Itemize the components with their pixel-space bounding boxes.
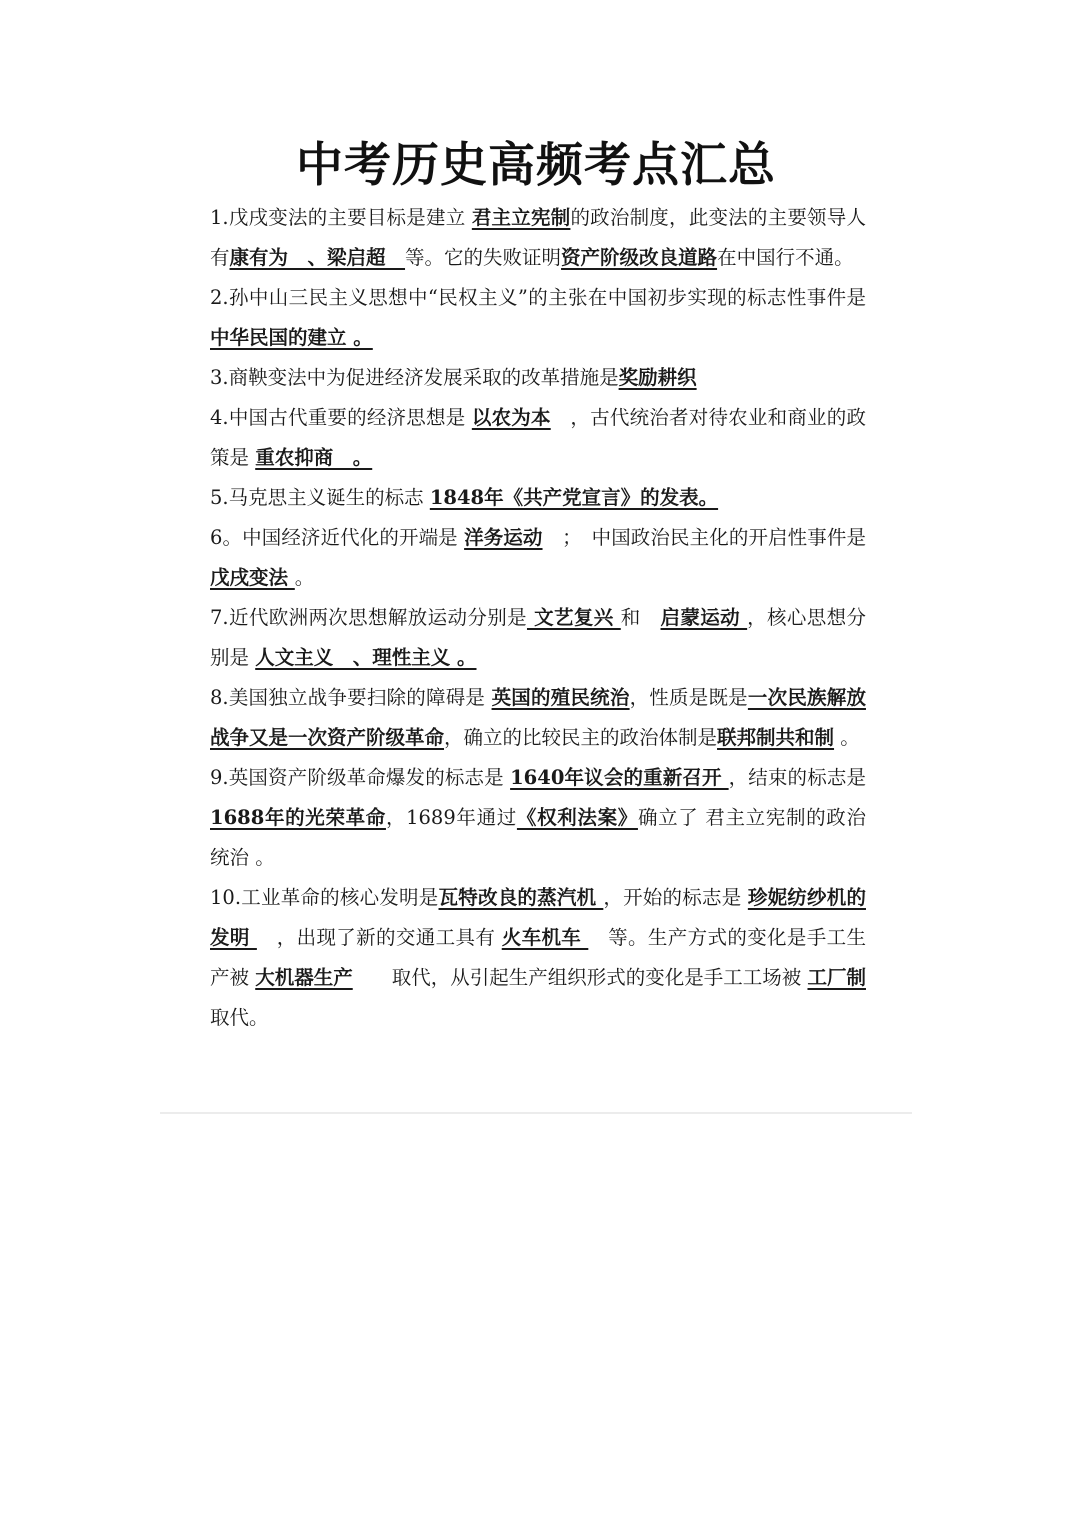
key-point-9: [210, 758, 866, 878]
answer-blank: 戊戌变法: [210, 566, 295, 589]
text-segment: ，确立的比较民主的政治体制是: [444, 726, 718, 749]
text-segment: 1.戊戌变法的主要目标是建立: [210, 206, 472, 229]
text-segment: 9.英国资产阶级革命爆发的标志是: [210, 766, 511, 789]
answer-blank: 英国的殖民统治: [491, 686, 630, 709]
key-point-7: [210, 598, 866, 678]
answer-blank: 1848年《共产党宣言》的发表。: [429, 486, 719, 509]
text-segment: ，性质是既是: [629, 686, 748, 709]
text-segment: 8.美国独立战争要扫除的障碍是: [210, 686, 492, 709]
key-point-6: [210, 518, 866, 598]
answer-blank: 珍妮纺纱机的发明: [210, 886, 866, 949]
text-segment: 3.商鞅变法中为促进经济发展采取的改革措施是: [210, 366, 619, 389]
answer-blank: 君主立宪制: [471, 206, 571, 229]
text-segment: 等。生产方式的变化是手工生产被: [210, 926, 866, 989]
document-page: [160, 0, 912, 1114]
answer-blank: 工厂制: [807, 966, 866, 989]
key-point-2: [210, 278, 866, 358]
answer-blank: 1688年的光荣革命: [210, 806, 386, 829]
answer-blank: 启蒙运动: [660, 606, 748, 629]
answer-blank: 大机器生产: [255, 966, 353, 989]
text-segment: ，出现了新的交通工具有: [256, 926, 502, 949]
text-segment: 10.工业革命的核心发明是: [210, 886, 439, 909]
answer-blank: 康有为 、梁启超: [229, 246, 406, 269]
answer-blank: 奖励耕织: [618, 366, 697, 389]
text-segment: 取代，从引起生产组织形式的变化是手工工场被: [352, 966, 808, 989]
page-title: 中考历史高频考点汇总: [296, 138, 776, 193]
answer-blank: 一次民族解放战争又是一次资产阶级革命: [210, 686, 866, 749]
answer-blank: 火车机车: [501, 926, 589, 949]
answer-blank: 瓦特改良的蒸汽机: [438, 886, 604, 909]
answer-blank: 洋务运动: [464, 526, 543, 549]
key-points-list: [210, 198, 886, 1038]
text-segment: 的政治制度，此变法的主要领导人有: [210, 206, 866, 269]
text-segment: ，1689年通过: [385, 806, 517, 829]
text-segment: 取代。: [210, 966, 886, 1029]
text-segment: 5.马克思主义诞生的标志: [210, 486, 430, 509]
answer-blank: 资产阶级改良道路: [561, 246, 718, 269]
text-segment: 。: [294, 566, 315, 589]
text-segment: ，核心思想分别是: [210, 606, 866, 669]
key-point-10: [210, 878, 886, 1038]
key-point-5: [210, 478, 866, 518]
text-segment: 在中国行不通。: [717, 246, 854, 269]
text-segment: 。: [834, 726, 860, 749]
text-segment: ，开始的标志是: [603, 886, 748, 909]
text-segment: ，古代统治者对待农业和商业的政策是: [210, 406, 866, 469]
text-segment: 2.孙中山三民主义思想中“民权主义”的主张在中国初步实现的标志性事件是: [210, 286, 866, 309]
answer-blank: 《权利法案》: [516, 806, 638, 829]
text-segment: 4.中国古代重要的经济思想是: [210, 406, 472, 429]
text-segment: 6。中国经济近代化的开端是: [210, 526, 465, 549]
text-segment: 等。它的失败证明: [405, 246, 562, 269]
answer-blank: 以农为本: [471, 406, 551, 429]
answer-blank: 联邦制共和制: [717, 726, 835, 749]
answer-blank: 人文主义 、理性主义 。: [255, 646, 477, 669]
answer-blank: 1640年议会的重新召开: [510, 766, 729, 789]
key-point-1: [210, 198, 866, 278]
answer-blank: 中华民国的建立 。: [210, 326, 373, 349]
text-segment: ； 中国政治民主化的开启性事件是: [542, 526, 866, 549]
answer-blank: 重农抑商 。: [255, 446, 373, 469]
text-segment: 7.近代欧洲两次思想解放运动分别是: [210, 606, 527, 629]
key-point-3: [210, 358, 866, 398]
answer-blank: 文艺复兴: [526, 606, 621, 629]
key-point-8: [210, 678, 866, 758]
text-segment: 确立了 君主立宪制的政治统治 。: [210, 806, 866, 869]
key-point-4: [210, 398, 866, 478]
text-segment: 和: [620, 606, 661, 629]
text-segment: ，结束的标志是: [728, 766, 866, 789]
